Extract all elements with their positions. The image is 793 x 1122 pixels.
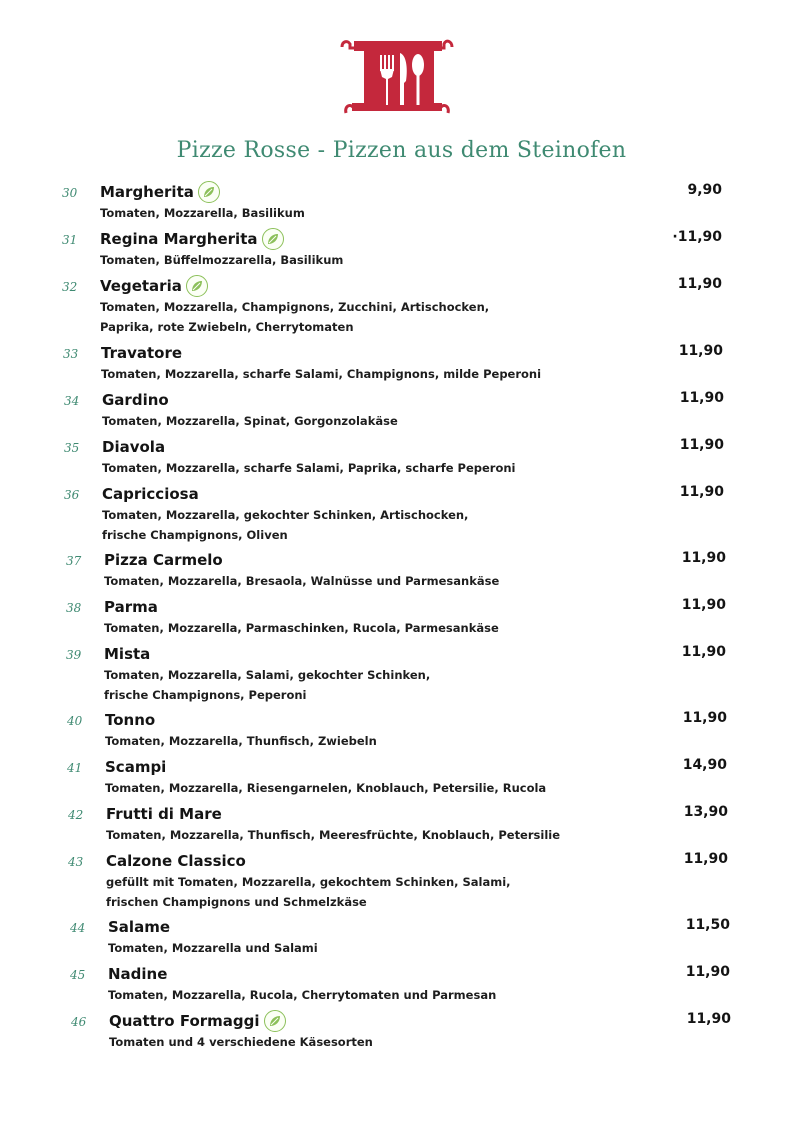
item-price: 11,90 — [679, 484, 724, 500]
item-number: 31 — [62, 233, 78, 247]
vegetarian-leaf-icon — [262, 228, 284, 250]
item-price: 11,90 — [679, 390, 724, 406]
item-name: Scampi — [105, 758, 167, 776]
description-line: gefüllt mit Tomaten, Mozzarella, gekochtem Schinken, Salami, — [106, 875, 511, 889]
item-price: 11,50 — [685, 917, 730, 933]
item-price: ·11,90 — [672, 229, 722, 245]
item-price: 11,90 — [683, 851, 728, 867]
item-name: Regina Margherita — [100, 230, 258, 248]
item-number: 34 — [64, 394, 80, 408]
item-price: 11,90 — [685, 964, 730, 980]
item-number: 39 — [66, 648, 82, 662]
description-line: Tomaten, Mozzarella, scharfe Salami, Paprika, scharfe Peperoni — [102, 461, 516, 475]
item-description — [108, 985, 578, 1005]
item-name: Salame — [108, 918, 170, 936]
item-name: Tonno — [105, 711, 156, 729]
item-name: Nadine — [108, 965, 168, 983]
item-description — [100, 250, 570, 270]
description-line: Tomaten, Mozzarella, gekochter Schinken, Artischocken, — [102, 508, 469, 522]
item-price: 11,90 — [681, 644, 726, 660]
item-description — [102, 458, 572, 478]
item-number: 36 — [64, 488, 80, 502]
item-description — [102, 505, 572, 545]
item-description — [108, 938, 578, 958]
item-description — [104, 618, 574, 638]
item-description — [104, 665, 574, 705]
description-line: frische Champignons, Peperoni — [104, 688, 307, 702]
description-line: Tomaten, Mozzarella, Thunfisch, Zwiebeln — [105, 734, 377, 748]
item-number: 42 — [68, 808, 84, 822]
item-price: 13,90 — [683, 804, 728, 820]
item-number: 46 — [71, 1015, 87, 1029]
item-name: Calzone Classico — [106, 852, 246, 870]
item-price: 11,90 — [681, 597, 726, 613]
description-line: Tomaten, Mozzarella und Salami — [108, 941, 318, 955]
item-description — [105, 731, 575, 751]
item-number: 45 — [70, 968, 86, 982]
item-number: 30 — [62, 186, 78, 200]
item-price: 11,90 — [678, 343, 723, 359]
description-line: frischen Champignons und Schmelzkäse — [106, 895, 367, 909]
description-line: Paprika, rote Zwiebeln, Cherrytomaten — [100, 320, 354, 334]
item-name: Parma — [104, 598, 158, 616]
description-line: Tomaten, Mozzarella, Riesengarnelen, Knoblauch, Petersilie, Rucola — [105, 781, 547, 795]
item-name: Quattro Formaggi — [109, 1012, 260, 1030]
item-number: 43 — [68, 855, 84, 869]
description-line: Tomaten, Mozzarella, Spinat, Gorgonzolakäse — [102, 414, 398, 428]
item-description — [100, 203, 570, 223]
vegetarian-leaf-icon — [186, 275, 208, 297]
item-price: 11,90 — [679, 437, 724, 453]
item-description — [109, 1032, 579, 1052]
item-name: Vegetaria — [100, 277, 182, 295]
item-name: Capricciosa — [102, 485, 199, 503]
vegetarian-leaf-icon — [264, 1010, 286, 1032]
item-number: 37 — [66, 554, 82, 568]
item-description — [105, 778, 575, 798]
item-price: 11,90 — [681, 550, 726, 566]
item-description — [106, 872, 576, 912]
description-line: Tomaten, Büffelmozzarella, Basilikum — [100, 253, 344, 267]
item-number: 40 — [67, 714, 83, 728]
item-price: 14,90 — [682, 757, 727, 773]
item-name: Pizza Carmelo — [104, 551, 223, 569]
item-name: Diavola — [102, 438, 166, 456]
item-name: Frutti di Mare — [106, 805, 222, 823]
description-line: Tomaten, Mozzarella, Parmaschinken, Rucola, Parmesankäse — [104, 621, 499, 635]
item-name: Gardino — [102, 391, 169, 409]
item-description — [102, 411, 572, 431]
item-number: 41 — [67, 761, 83, 775]
description-line: Tomaten, Mozzarella, Thunfisch, Meeresfrüchte, Knoblauch, Petersilie — [106, 828, 561, 842]
description-line: frische Champignons, Oliven — [102, 528, 288, 542]
item-name: Margherita — [100, 183, 194, 201]
description-line: Tomaten, Mozzarella, Basilikum — [100, 206, 305, 220]
vegetarian-leaf-icon — [198, 181, 220, 203]
item-description — [101, 364, 571, 384]
item-price: 11,90 — [682, 710, 727, 726]
description-line: Tomaten, Mozzarella, Rucola, Cherrytomaten und Parmesan — [108, 988, 497, 1002]
description-line: Tomaten, Mozzarella, Bresaola, Walnüsse und Parmesankäse — [104, 574, 500, 588]
item-number: 33 — [63, 347, 79, 361]
item-price: 11,90 — [677, 276, 722, 292]
item-description — [106, 825, 576, 845]
description-line: Tomaten, Mozzarella, Champignons, Zucchini, Artischocken, — [100, 300, 490, 314]
description-line: Tomaten, Mozzarella, scharfe Salami, Champignons, milde Peperoni — [101, 367, 542, 381]
description-line: Tomaten, Mozzarella, Salami, gekochter Schinken, — [104, 668, 431, 682]
item-number: 44 — [70, 921, 86, 935]
item-price: 11,90 — [686, 1011, 731, 1027]
item-number: 32 — [62, 280, 78, 294]
item-description — [100, 297, 570, 337]
item-name: Mista — [104, 645, 151, 663]
description-line: Tomaten und 4 verschiedene Käsesorten — [109, 1035, 373, 1049]
item-name: Travatore — [101, 344, 183, 362]
item-description — [104, 571, 574, 591]
item-number: 38 — [66, 601, 82, 615]
item-number: 35 — [64, 441, 80, 455]
item-price: 9,90 — [687, 182, 722, 198]
section-title: Pizze Rosse - Pizzen aus dem Steinofen — [176, 138, 627, 163]
